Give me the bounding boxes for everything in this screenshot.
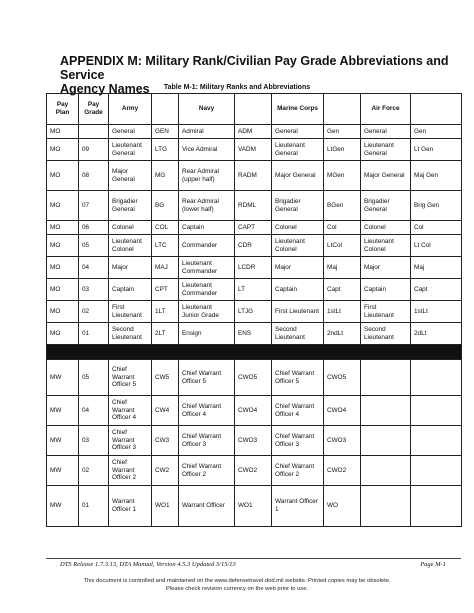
table-cell: 07 — [79, 191, 109, 221]
table-cell: 04 — [79, 257, 109, 279]
table-row — [47, 161, 462, 191]
table-cell: Maj Gen — [411, 161, 462, 191]
table-cell: Lt Gen — [411, 139, 462, 161]
title-line-1: APPENDIX M: Military Rank/Civilian Pay Grade Abbreviations and Service — [60, 54, 449, 82]
table-cell: CWO4 — [235, 396, 272, 426]
table-cell: Major General — [272, 161, 324, 191]
column-header: Pay Grade — [79, 94, 109, 125]
footer-notice-line-2: Please check revision currency on the web prior to use. — [165, 585, 309, 592]
table-cell: WO — [324, 486, 361, 527]
table-cell: 03 — [79, 279, 109, 301]
table-cell — [361, 456, 411, 486]
table-row — [47, 257, 462, 279]
table-cell: MO — [47, 221, 79, 235]
table-cell — [361, 426, 411, 456]
table-cell: Col — [324, 221, 361, 235]
table-cell: Major General — [361, 161, 411, 191]
footer-page-number: Page M-1 — [420, 561, 446, 568]
table-cell: Gen — [324, 125, 361, 139]
table-cell: 01 — [79, 486, 109, 527]
table-row — [47, 456, 462, 486]
table-cell: MW — [47, 426, 79, 456]
table-row — [47, 279, 462, 301]
column-header: Marine Corps — [272, 94, 324, 125]
table-cell: Commander — [179, 235, 235, 257]
table-cell: Major — [361, 257, 411, 279]
table-cell: Chief Warrant Officer 3 — [179, 426, 235, 456]
table-cell: MO — [47, 161, 79, 191]
table-cell: Lieutenant Junior Grade — [179, 301, 235, 323]
table-cell: CWO5 — [235, 360, 272, 396]
table-cell: LTG — [152, 139, 179, 161]
table-cell: MW — [47, 486, 79, 527]
table-cell: 03 — [79, 426, 109, 456]
table-cell: Chief Warrant Officer 2 — [109, 456, 152, 486]
table-cell: First Lieutenant — [109, 301, 152, 323]
table-row — [47, 221, 462, 235]
table-row — [47, 426, 462, 456]
table-row — [47, 139, 462, 161]
table-cell: MO — [47, 139, 79, 161]
column-header: Navy — [179, 94, 235, 125]
table-cell: BGen — [324, 191, 361, 221]
table-cell: 05 — [79, 360, 109, 396]
table-cell: Captain — [361, 279, 411, 301]
table-cell: MO — [47, 257, 79, 279]
table-cell: Brigadier General — [272, 191, 324, 221]
table-cell: General — [272, 125, 324, 139]
table-cell: MO — [47, 191, 79, 221]
table-cell: CWO2 — [235, 456, 272, 486]
table-cell: CWO4 — [324, 396, 361, 426]
table-cell: RADM — [235, 161, 272, 191]
table-cell: 02 — [79, 456, 109, 486]
table-row — [47, 360, 462, 396]
table-cell: General — [109, 125, 152, 139]
table-cell: MG — [152, 161, 179, 191]
military-ranks-table — [46, 93, 462, 527]
table-row — [47, 301, 462, 323]
column-header: Pay Plan — [47, 94, 79, 125]
column-header — [152, 94, 179, 125]
table-cell: LTJG — [235, 301, 272, 323]
table-cell: CAPT — [235, 221, 272, 235]
table-cell: LCDR — [235, 257, 272, 279]
table-cell: CW5 — [152, 360, 179, 396]
table-cell: First Lieutenant — [272, 301, 324, 323]
table-cell — [411, 426, 462, 456]
table-caption: Table M-1: Military Ranks and Abbreviations — [163, 84, 311, 91]
table-cell: Lieutenant Colonel — [109, 235, 152, 257]
table-row — [47, 486, 462, 527]
table-cell: Maj — [411, 257, 462, 279]
table-row — [47, 396, 462, 426]
table-cell: Chief Warrant Officer 3 — [109, 426, 152, 456]
table-cell: Rear Admiral (lower half) — [179, 191, 235, 221]
column-header — [411, 94, 462, 125]
table-cell: Lieutenant Commander — [179, 279, 235, 301]
table-cell: Chief Warrant Officer 4 — [179, 396, 235, 426]
table-cell: Major General — [109, 161, 152, 191]
table-cell: Brig Gen — [411, 191, 462, 221]
table-cell: MO — [47, 323, 79, 345]
section-separator-band — [47, 345, 462, 360]
table-cell: Lieutenant Commander — [179, 257, 235, 279]
table-cell: CWO5 — [324, 360, 361, 396]
table-cell: CW2 — [152, 456, 179, 486]
table-cell: Second Lieutenant — [272, 323, 324, 345]
column-header — [235, 94, 272, 125]
table-cell: Admiral — [179, 125, 235, 139]
footer-divider — [46, 558, 461, 559]
table-cell: MO — [47, 301, 79, 323]
table-cell: LT — [235, 279, 272, 301]
table-cell — [79, 125, 109, 139]
table-cell: Second Lieutenant — [109, 323, 152, 345]
table-row — [47, 191, 462, 221]
table-cell: Brigadier General — [109, 191, 152, 221]
table-cell: MO — [47, 279, 79, 301]
table-cell: VADM — [235, 139, 272, 161]
table-cell: 08 — [79, 161, 109, 191]
table-cell: General — [361, 125, 411, 139]
column-header: Army — [109, 94, 152, 125]
table-cell: Colonel — [272, 221, 324, 235]
table-header-row — [47, 94, 462, 125]
table-cell — [411, 486, 462, 527]
table-cell: MW — [47, 456, 79, 486]
table-cell: Chief Warrant Officer 5 — [109, 360, 152, 396]
table-cell: Warrant Officer — [179, 486, 235, 527]
table-row — [47, 125, 462, 139]
table-cell: CDR — [235, 235, 272, 257]
table-cell: Col — [411, 221, 462, 235]
table-cell: 02 — [79, 301, 109, 323]
table-cell: 1stLt — [411, 301, 462, 323]
table-cell: Chief Warrant Officer 2 — [272, 456, 324, 486]
table-cell: CWO3 — [324, 426, 361, 456]
table-cell — [361, 360, 411, 396]
table-cell: 09 — [79, 139, 109, 161]
table-cell: LtCol — [324, 235, 361, 257]
column-header — [324, 94, 361, 125]
table-cell — [411, 360, 462, 396]
table-cell: CPT — [152, 279, 179, 301]
table-cell: ENS — [235, 323, 272, 345]
footer-notice-line-1: This document is controlled and maintained on the www.defensetravel.dod.mil website. Printed copies may be obsolete. — [83, 578, 391, 584]
table-cell: CWO2 — [324, 456, 361, 486]
footer-notice — [0, 578, 474, 593]
table-cell: 1LT — [152, 301, 179, 323]
table-cell: Warrant Officer 1 — [109, 486, 152, 527]
table-cell: GEN — [152, 125, 179, 139]
table-cell: CW3 — [152, 426, 179, 456]
table-cell: CW4 — [152, 396, 179, 426]
column-header: Air Force — [361, 94, 411, 125]
table-cell: BG — [152, 191, 179, 221]
table-cell: Maj — [324, 257, 361, 279]
table-cell: Chief Warrant Officer 5 — [179, 360, 235, 396]
table-cell: Chief Warrant Officer 5 — [272, 360, 324, 396]
table-cell: ADM — [235, 125, 272, 139]
table-cell: WO1 — [235, 486, 272, 527]
table-cell: CWO3 — [235, 426, 272, 456]
table-cell: Ensign — [179, 323, 235, 345]
table-cell: COL — [152, 221, 179, 235]
table-cell: MGen — [324, 161, 361, 191]
table-cell: Chief Warrant Officer 2 — [179, 456, 235, 486]
table-cell: Gen — [411, 125, 462, 139]
table-cell: LTC — [152, 235, 179, 257]
title-line-2: Agency Names — [60, 82, 150, 96]
table-cell: Colonel — [109, 221, 152, 235]
table-cell: Capt — [324, 279, 361, 301]
table-cell: Brigadier General — [361, 191, 411, 221]
table-cell: WO1 — [152, 486, 179, 527]
table-cell: Chief Warrant Officer 3 — [272, 426, 324, 456]
table-cell: Lieutenant Colonel — [272, 235, 324, 257]
table-cell: 01 — [79, 323, 109, 345]
table-row — [47, 235, 462, 257]
table-cell: MW — [47, 396, 79, 426]
table-cell: 2LT — [152, 323, 179, 345]
table-cell: Colonel — [361, 221, 411, 235]
section-separator-row — [47, 345, 462, 360]
table-cell: RDML — [235, 191, 272, 221]
table-cell: Chief Warrant Officer 4 — [109, 396, 152, 426]
table-cell: LtGen — [324, 139, 361, 161]
table-cell: MO — [47, 125, 79, 139]
table-cell — [361, 396, 411, 426]
table-cell — [411, 396, 462, 426]
table-cell: First Lieutenant — [361, 301, 411, 323]
table-cell: 04 — [79, 396, 109, 426]
table-cell: Lieutenant Colonel — [361, 235, 411, 257]
table-cell: MO — [47, 235, 79, 257]
table-cell: 1stLt — [324, 301, 361, 323]
table-cell — [361, 486, 411, 527]
table-cell: Rear Admiral (upper half) — [179, 161, 235, 191]
table-cell: MW — [47, 360, 79, 396]
table-cell: Major — [272, 257, 324, 279]
table-cell: Lieutenant General — [272, 139, 324, 161]
table-cell: 2ndLt — [324, 323, 361, 345]
table-cell — [411, 456, 462, 486]
table-cell: 05 — [79, 235, 109, 257]
footer-release-info: DTS Release 1.7.3.13, DTA Manual, Version 4.5.3 Updated 3/15/13 — [60, 561, 236, 568]
table-cell: Capt — [411, 279, 462, 301]
table-cell: Captain — [272, 279, 324, 301]
table-cell: Lieutenant General — [361, 139, 411, 161]
table-row — [47, 323, 462, 345]
table-cell: Major — [109, 257, 152, 279]
table-cell: Vice Admiral — [179, 139, 235, 161]
table-cell: Warrant Officer 1 — [272, 486, 324, 527]
table-cell: MAJ — [152, 257, 179, 279]
table-cell: Captain — [109, 279, 152, 301]
table-cell: Lieutenant General — [109, 139, 152, 161]
table-cell: Lt Col — [411, 235, 462, 257]
table-cell: 06 — [79, 221, 109, 235]
table-cell: Second Lieutenant — [361, 323, 411, 345]
table-cell: 2dLt — [411, 323, 462, 345]
table-cell: Captain — [179, 221, 235, 235]
table-cell: Chief Warrant Officer 4 — [272, 396, 324, 426]
